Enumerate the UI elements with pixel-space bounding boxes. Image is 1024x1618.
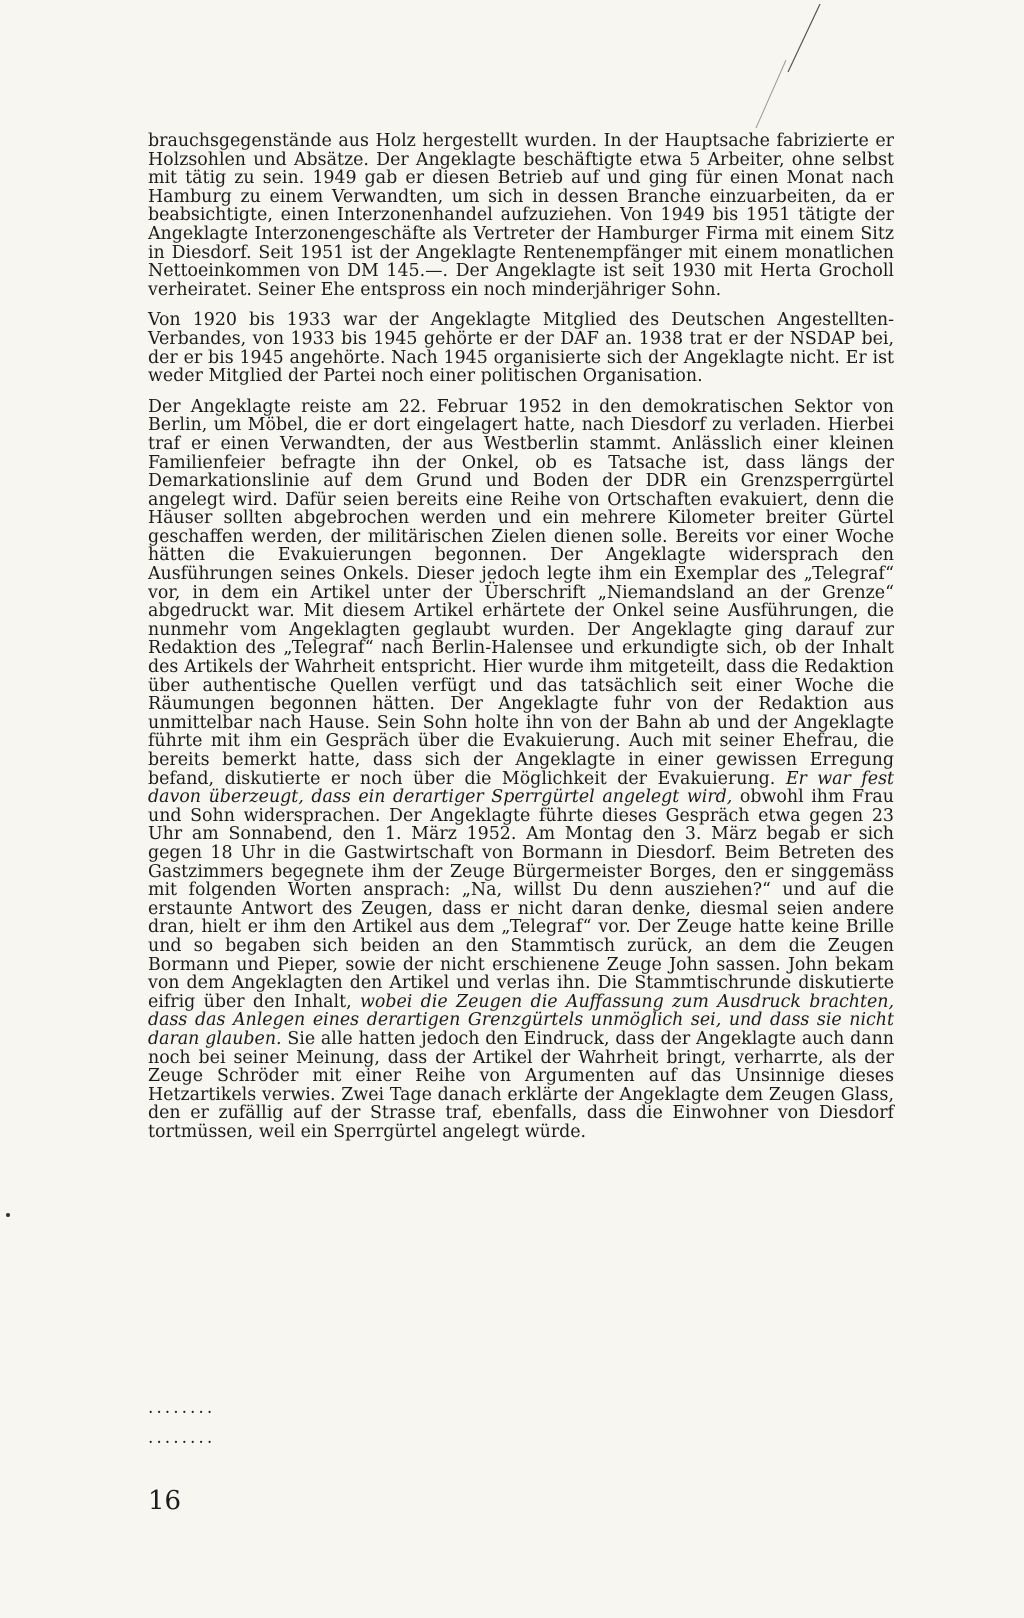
incident-italic-b: wobei die Zeugen die Auffassung zum Ausdruck brachten, dass das Anlegen eines derartigen Grenzgürtels unmöglich sei, und dass sie nicht daran glauben. bbox=[148, 991, 894, 1049]
document-body bbox=[148, 132, 894, 1153]
page-number: 16 bbox=[148, 1486, 182, 1516]
incident-text-b: obwohl ihm Frau und Sohn widersprachen. Der Angeklagte führte dieses Gespräch etwa gegen 23 Uhr am Sonnabend, den 1. März 1952. Am Montag den 3. März begab er sich gegen 18 Uhr in die Gastwirtschaft von Bormann in Diesdorf. Beim Betreten des Gastzimmers begegnete ihm der Zeuge Bürgermeister Borges, den er singgemäss mit folgenden Worten ansprach: „Na, willst Du denn ausziehen?“ und auf die erstaunte Antwort des Zeugen, dass er nicht daran denke, diesmal seien andere dran, hielt er ihm den Artikel aus dem „Telegraf“ vor. Der Zeuge hatte keine Brille und so begaben sich beiden an den Stammtisch zurück, an dem die Zeugen Bormann und Pieper, sowie der nicht erschienene Zeuge John sassen. John bekam von dem Angeklagten den Artikel und verlas ihn. Die Stammtischrunde diskutierte eifrig über den Inhalt, bbox=[148, 787, 895, 1012]
incident-text-c: Sie alle hatten jedoch den Eindruck, dass der Angeklagte auch dann noch bei seiner Meinung, dass der Artikel der Wahrheit bringt, verharrte, als der Zeuge Schröder mit einer Reihe von Argumenten auf das Unsinnige dieses Hetzartikels verwies. Zwei Tage danach erklärte der Angeklagte dem Zeugen Glass, den er zufällig auf der Strasse traf, ebenfalls, dass die Einwohner von Diesdorf tortmüssen, weil ein Sperrgürtel angelegt würde. bbox=[148, 1028, 894, 1142]
ellipsis-line: ........ bbox=[148, 1428, 216, 1448]
paragraph-memberships: Von 1920 bis 1933 war der Angeklagte Mitglied des Deutschen Angestellten-Verbandes, von 1933 bis 1945 gehörte er der DAF an. 1938 trat er der NSDAP bei, der er bis 1945 angehörte. Nach 1945 organisierte sich der Angeklagte nicht. Er ist weder Mitglied der Partei noch einer politischen Organisation. bbox=[148, 310, 894, 387]
ellipsis-line: ........ bbox=[148, 1398, 216, 1418]
paragraph-personal-history: brauchsgegenstände aus Holz hergestellt wurden. In der Hauptsache fabrizierte er Holzsohlen und Absätze. Der Angeklagte beschäftigte etwa 5 Arbeiter, ohne selbst mit tätig zu sein. 1949 gab er diesen Betrieb auf und ging für einen Monat nach Hamburg zu einem Verwandten, um sich in dessen Branche einzuarbeiten, da er beabsichtigte, einen Interzonenhandel aufzuziehen. Von 1949 bis 1951 tätigte der Angeklagte Interzonengeschäfte als Vertreter der Hamburger Firma mit einem Sitz in Diesdorf. Seit 1951 ist der Angeklagte Rentenempfänger mit einem monatlichen Nettoeinkommen von DM 145.—. Der Angeklagte ist seit 1930 mit Herta Grocholl verheiratet. Seiner Ehe entspross ein noch minderjähriger Sohn. bbox=[148, 131, 894, 300]
margin-dot bbox=[6, 1213, 10, 1217]
incident-text-a: Der Angeklagte reiste am 22. Februar 1952 in den demokratischen Sektor von Berlin, um Möbel, die er dort eingelagert hatte, nach Diesdorf zu verladen. Hierbei traf er einen Verwandten, der aus Westberlin stammt. Anlässlich einer kleinen Familienfeier befragte ihn der Onkel, ob es Tatsache ist, dass längs der Demarkationslinie auf dem Grund und Boden der DDR ein Grenzsperrgürtel angelegt wird. Dafür seien bereits eine Reihe von Ortschaften evakuiert, denn die Häuser sollten abgebrochen werden und ein mehrere Kilometer breiter Gürtel geschaffen werden, der militärischen Zielen dienen solle. Bereits vor einer Woche hätten die Evakuierungen begonnen. Der Angeklagte widersprach den Ausführungen seines Onkels. Dieser jedoch legte ihm ein Exemplar des „Telegraf“ vor, in dem ein Artikel unter der Überschrift „Niemandsland an der Grenze“ abgedruckt war. Mit diesem Artikel erhärtete der Onkel seine Ausführungen, die nunmehr vom Angeklagten geglaubt wurden. Der Angeklagte ging darauf zur Redaktion des „Telegraf“ nach Berlin-Halensee und erkundigte sich, ob der Inhalt des Artikels der Wahrheit entspricht. Hier wurde ihm mitgeteilt, dass die Redaktion über authentische Quellen verfügt und das tatsächlich seit einer Woche die Räumungen begonnen hätten. Der Angeklagte fuhr von der Redaktion aus unmittelbar nach Hause. Sein Sohn holte ihn von der Bahn ab und der Angeklagte führte mit ihm ein Gespräch über die Evakuierung. Auch mit seiner Ehefrau, die bereits bemerkt hatte, dass sich der Angeklagte in einer gewissen Erregung befand, diskutierte er noch über die Möglichkeit der Evakuierung. bbox=[148, 396, 894, 789]
incident-italic-a: Er war fest davon überzeugt, dass ein derartiger Sperrgürtel angelegt wird, bbox=[148, 768, 894, 808]
paragraph-incident bbox=[148, 398, 894, 1142]
